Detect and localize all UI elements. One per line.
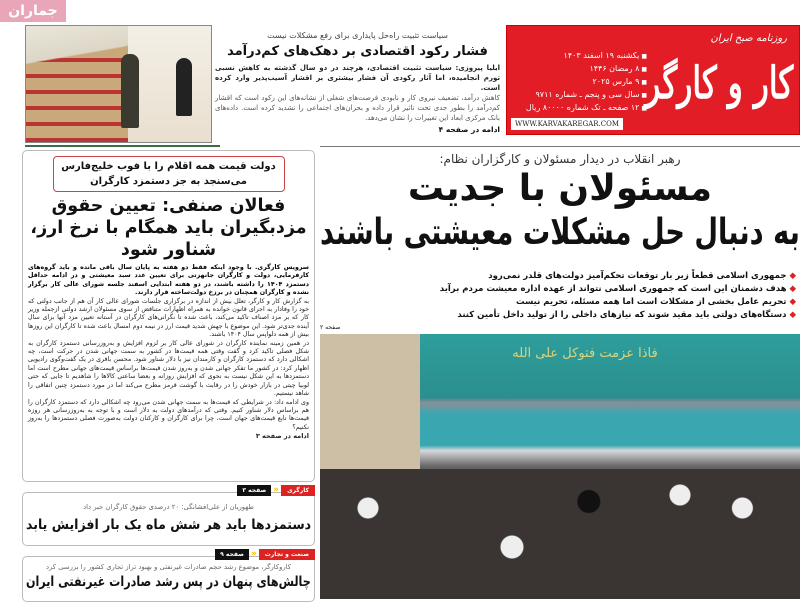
lead-headline-line-2[interactable]: به دنبال حل مشکلات معیشتی باشند bbox=[320, 212, 800, 253]
supermarket-photo bbox=[25, 25, 212, 143]
divider bbox=[25, 145, 220, 147]
bullet-item: ◆ دستگاه‌های دولتی باید مقید شوند که نیازهای داخلی را از تولید داخل تأمین کنند bbox=[320, 309, 796, 322]
box-headline[interactable]: چالش‌های پنهان در پس رشد صادرات غیرنفتی ایران bbox=[26, 574, 311, 590]
website-url[interactable]: WWW.KARVAKAREGAR.COM bbox=[511, 118, 623, 130]
site-watermark-logo: جماران bbox=[0, 0, 66, 22]
lead-headline-line-1[interactable]: مسئولان با جدیت bbox=[407, 168, 713, 209]
bullet-item: ◆ تحریم عامل بخشی از مشکلات است اما همه مسئله، تحریم نیست bbox=[320, 296, 796, 309]
chevron-icon: « bbox=[273, 485, 280, 495]
teaser-continued[interactable]: ادامه در صفحه ۴ bbox=[438, 125, 500, 134]
section-label: کارگری bbox=[281, 485, 315, 496]
left-article bbox=[22, 150, 315, 482]
section-badge bbox=[237, 485, 315, 496]
issue-date: ■ یکشنبه ۱۹ اسفند ۱۴۰۳ bbox=[511, 50, 647, 63]
teaser-lead: ایلیا پیروزی: سیاست تثبیت اقتصادی، هرچند در دو سال گذشته به کاهش نسبی تورم انجامیده، اما آثار رکودی آن فشار بیشتری بر اقشار آسیب‌پذیر وارد کرده است. bbox=[215, 64, 500, 92]
lead-page-ref[interactable]: صفحه ۲ bbox=[320, 324, 341, 331]
bullet-item: ◆ هدف دشمنان این است که جمهوری اسلامی نتواند از عهده اداره معیشت مردم برآید bbox=[320, 283, 796, 296]
news-box-labor[interactable] bbox=[22, 485, 315, 546]
masthead-tagline: روزنامه صبح ایران bbox=[710, 33, 787, 44]
left-article-p1: به گزارش کار و کارگر، تعلل بیش از اندازه در برگزاری جلسات شورای عالی کار آن هم از جانب دولتی که خود را وفادار به اجرای قانون خوانده به همراه اظهارات متناقض از سوی مسئولان ارشد دولتی ازجمله وزیر کار که بر مزد اصناف تاکید می‌کند، باعث شده تا نگرانی‌های کارگران در آستانه تعیین مزد آنها برای سال آینده جدی‌تر شود. این موضوع با جهش شدید قیمت ارز در نیمه دوم امسال باعث شده تا کارگران این روزها بیش از همه دلواپس سال ۱۴۰۴ باشند. bbox=[28, 297, 309, 339]
issue-number: ■ سال سی و پنجم ـ شماره ۹۷۱۱ bbox=[511, 89, 647, 102]
chevron-icon: « bbox=[250, 549, 257, 559]
divider bbox=[320, 146, 800, 147]
issue-price: ■ ۱۲ صفحه ـ تک شماره ۸۰۰۰۰ ریال bbox=[511, 102, 647, 115]
issue-info bbox=[511, 50, 647, 115]
photo-calligraphy: فاذا عزمت فتوکل علی الله bbox=[512, 346, 658, 361]
issue-hijri-date: ■ ۸ رمضان ۱۴۴۶ bbox=[511, 63, 647, 76]
news-box-industry[interactable] bbox=[22, 549, 315, 602]
page-label: صفحه ۹ bbox=[215, 549, 249, 560]
lead-photo bbox=[320, 334, 800, 599]
bullet-item: ◆ جمهوری اسلامی قطعاً زیر بار توقعات تحکم‌آمیز دولت‌های قلدر نمی‌رود bbox=[320, 270, 796, 283]
left-article-body bbox=[28, 264, 309, 441]
section-badge bbox=[215, 549, 315, 560]
box-kicker: کاروکارگر، موضوع رشد حجم صادرات غیرنفتی و بهبود تراز تجاری کشور را بررسی کرد bbox=[46, 563, 291, 571]
left-article-p2: در همین زمینه نماینده کارگران در شورای عالی کار بر لزوم افزایش و به‌روزرسانی دستمزد کارگران به شکل فصلی تاکید کرد و گفت وقتی همه قیمت‌ها در کشور به سمت جهانی شدن در حرکت است، چه اشکالی دارد که دستمزد کارگران و کارمندان نیز با دلار شناور شود. محسن باقری در یک گفت‌وگوی رادیویی اظهار کرد: در کشور ما تفکر جهانی شدن و به‌روز شدن قیمت‌ها براساس قیمت‌های جهانی مطرح است اما دستمزدها به این شکل نیست به نحوی که افزایش روزانه و بعضا ساعتی کالاها را شاهدیم تا جایی که حتی لوبیا چیتی در بازار خودش را در رقابت با گوشت قرمز مطرح می‌کند اما در مورد دستمزد چنین اتفاقی را شاهد نیستیم. bbox=[28, 339, 309, 398]
page-label: صفحه ۳ bbox=[237, 485, 271, 496]
box-headline[interactable]: دستمزدها باید هر شش ماه یک بار افزایش یابد bbox=[25, 517, 311, 533]
box-kicker: طهوریان از علی‌افشانگی: ۲۰ درصدی حقوق کارگران خبر داد bbox=[83, 503, 254, 511]
newspaper-logo: کار و کارگر bbox=[644, 58, 793, 109]
teaser-article[interactable] bbox=[215, 30, 500, 135]
teaser-body: کاهش درآمد، تضعیف نیروی کار و نابودی فرصت‌های شغلی از نشانه‌های این رکود است که اقشار کم‌درآمد را بطور جدی تحت تاثیر قرار داده و بحران‌های اجتماعی را تشدید کرده است. داده‌های بانک مرکزی ابعاد این تغییرات را نشان می‌دهد. bbox=[215, 94, 500, 122]
issue-gregorian-date: ■ ۹ مارس ۲۰۲۵ bbox=[511, 76, 647, 89]
lead-bullets bbox=[320, 270, 796, 322]
left-article-intro: سرویس کارگری. با وجود اینکه فقط دو هفته به پایان سال باقی مانده و باید گروه‌های کارفرمایی، دولت و کارگران جانهزتی برای تعیین عدد سبد معیشتی و در ادامه حداقل دستمزد ۱۴۰۴ را داشته باشند، در دو هفته ابتدایی اسفند جلسه شورای عالی کار برگزار نشده و کارگران همچنان در برزخ دولت‌ساخته قرار دارند. bbox=[28, 264, 309, 297]
left-article-subhead-box: دولت قیمت همه اقلام را با فوب خلیج‌فارس می‌سنجد به جز دستمزد کارگران bbox=[53, 156, 285, 192]
teaser-kicker: سیاست تثبیت راه‌حل پایداری برای رفع مشکلات نیست bbox=[267, 31, 448, 40]
teaser-headline[interactable]: فشار رکود اقتصادی بر دهک‌های کم‌درآمد bbox=[227, 44, 488, 59]
lead-kicker: رهبر انقلاب در دیدار مسئولان و کارگزاران نظام: bbox=[439, 152, 681, 166]
left-article-p3: وی ادامه داد: در شرایطی که قیمت‌ها به سمت جهانی شدن می‌رود چه اشکالی دارد که دستمزد کارگران را هم براساس دلار شناور کنیم. وقتی که درآمدهای دولت به دلار است و با توجه به به‌روزرسانی هر روزه قیمت‌ها تابع قیمت‌های جهان است، چرا برای کارگران و کارکنان دولت به‌صورت فصلی دستمزدها را به‌روز نکنیم؟ bbox=[28, 398, 309, 431]
masthead bbox=[506, 25, 800, 135]
left-article-headline[interactable]: فعالان صنفی: تعیین حقوق مزدبگیران باید همگام با نرخ ارز، شناور شود bbox=[30, 196, 307, 260]
section-label: صنعت و تجارت bbox=[259, 549, 315, 560]
left-article-continued[interactable]: ادامه در صفحه ۳ bbox=[255, 432, 309, 441]
lead-article[interactable] bbox=[320, 150, 800, 255]
